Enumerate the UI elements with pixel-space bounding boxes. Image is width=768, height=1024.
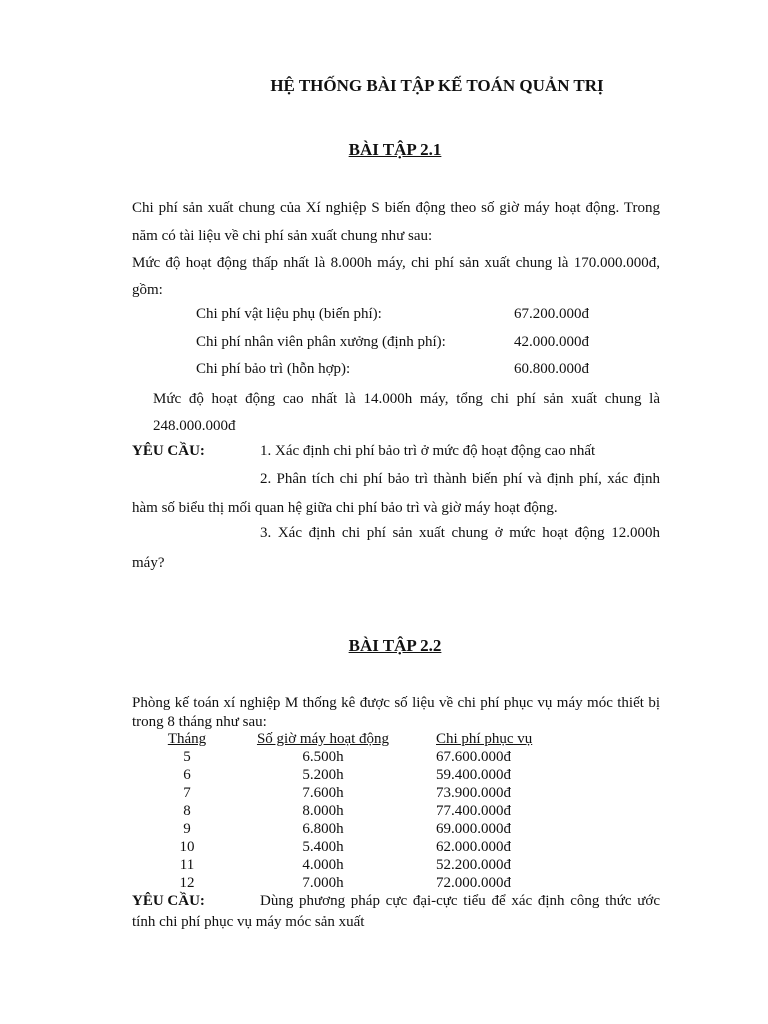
- ex2-intro-line-1: Phòng kế toán xí nghiệp M thống kê được số liệu về chi phí phục vụ máy móc thiết bị: [132, 695, 660, 711]
- cell-hours: 6.500h: [302, 749, 344, 765]
- ex2-requirement-label: YÊU CẦU:: [132, 893, 205, 909]
- cell-month: 10: [179, 839, 195, 855]
- table-row: [160, 838, 546, 856]
- table-header-row: [160, 730, 546, 748]
- cell-cost: 72.000.000đ: [436, 875, 511, 891]
- cell-month: 12: [179, 875, 195, 891]
- cell-cost: 73.900.000đ: [436, 785, 511, 801]
- cell-cost: 59.400.000đ: [436, 767, 511, 783]
- table-row: [160, 820, 546, 838]
- cost-value-2: 42.000.000đ: [514, 334, 589, 350]
- header-month: Tháng: [167, 731, 207, 747]
- header-service-cost: Chi phí phục vụ: [436, 731, 533, 747]
- cell-hours: 5.200h: [302, 767, 344, 783]
- cell-month: 7: [183, 785, 191, 801]
- cell-cost: 67.600.000đ: [436, 749, 511, 765]
- cell-month: 5: [183, 749, 191, 765]
- cell-month: 11: [179, 857, 195, 873]
- cost-value-3: 60.800.000đ: [514, 361, 589, 377]
- ex1-low-line-1: Mức độ hoạt động thấp nhất là 8.000h máy, chi phí sản xuất chung là 170.000.000đ,: [132, 255, 660, 271]
- cell-month: 6: [183, 767, 191, 783]
- table-row: [160, 748, 546, 766]
- cell-hours: 7.000h: [302, 875, 344, 891]
- cost-label-3: Chi phí bảo trì (hỗn hợp):: [196, 361, 351, 377]
- cell-cost: 52.200.000đ: [436, 857, 511, 873]
- cell-cost: 69.000.000đ: [436, 821, 511, 837]
- ex1-intro-line-2: năm có tài liệu về chi phí sản xuất chung như sau:: [132, 228, 433, 244]
- cost-table: [160, 730, 546, 892]
- ex2-intro-line-2: trong 8 tháng như sau:: [132, 714, 267, 730]
- page-title: HỆ THỐNG BÀI TẬP KẾ TOÁN QUẢN TRỊ: [270, 76, 604, 95]
- cell-month: 9: [183, 821, 191, 837]
- ex1-low-line-2: gồm:: [132, 282, 163, 298]
- cell-hours: 6.800h: [302, 821, 344, 837]
- cost-label-2: Chi phí nhân viên phân xưởng (định phí):: [196, 334, 446, 350]
- ex1-requirement-2b: hàm số biểu thị mối quan hệ giữa chi phí bảo trì và giờ máy hoạt động.: [132, 500, 558, 516]
- ex1-requirement-3b: máy?: [132, 555, 165, 571]
- table-row: [160, 856, 546, 874]
- table-row: [160, 802, 546, 820]
- cell-month: 8: [183, 803, 191, 819]
- ex2-requirement-1a: Dùng phương pháp cực đại-cực tiểu để xác định công thức ước: [260, 893, 660, 909]
- ex1-requirement-label: YÊU CẦU:: [132, 443, 205, 459]
- ex1-requirement-3a: 3. Xác định chi phí sản xuất chung ở mức hoạt động 12.000h: [260, 525, 660, 541]
- table-row: [160, 766, 546, 784]
- cell-cost: 62.000.000đ: [436, 839, 511, 855]
- ex1-requirement-1: 1. Xác định chi phí bảo trì ở mức độ hoạt động cao nhất: [260, 443, 596, 459]
- cell-hours: 4.000h: [302, 857, 344, 873]
- cell-hours: 8.000h: [302, 803, 344, 819]
- table-row: [160, 874, 546, 892]
- cost-value-1: 67.200.000đ: [514, 306, 589, 322]
- cell-cost: 77.400.000đ: [436, 803, 511, 819]
- table-row: [160, 784, 546, 802]
- cell-hours: 7.600h: [302, 785, 344, 801]
- ex1-intro-line-1: Chi phí sản xuất chung của Xí nghiệp S biến động theo số giờ máy hoạt động. Trong: [132, 200, 660, 216]
- exercise-2-2-title: BÀI TẬP 2.2: [348, 636, 442, 655]
- ex2-requirement-1b: tính chi phí phục vụ máy móc sản xuất: [132, 914, 365, 930]
- header-machine-hours: Số giờ máy hoạt động: [256, 731, 390, 747]
- ex1-high-line-2: 248.000.000đ: [153, 418, 236, 434]
- exercise-2-1-title: BÀI TẬP 2.1: [348, 140, 442, 159]
- ex1-requirement-2a: 2. Phân tích chi phí bảo trì thành biến phí và định phí, xác định: [260, 471, 660, 487]
- ex1-high-line-1: Mức độ hoạt động cao nhất là 14.000h máy, tổng chi phí sản xuất chung là: [153, 391, 660, 407]
- cost-label-1: Chi phí vật liệu phụ (biến phí):: [196, 306, 382, 322]
- cell-hours: 5.400h: [302, 839, 344, 855]
